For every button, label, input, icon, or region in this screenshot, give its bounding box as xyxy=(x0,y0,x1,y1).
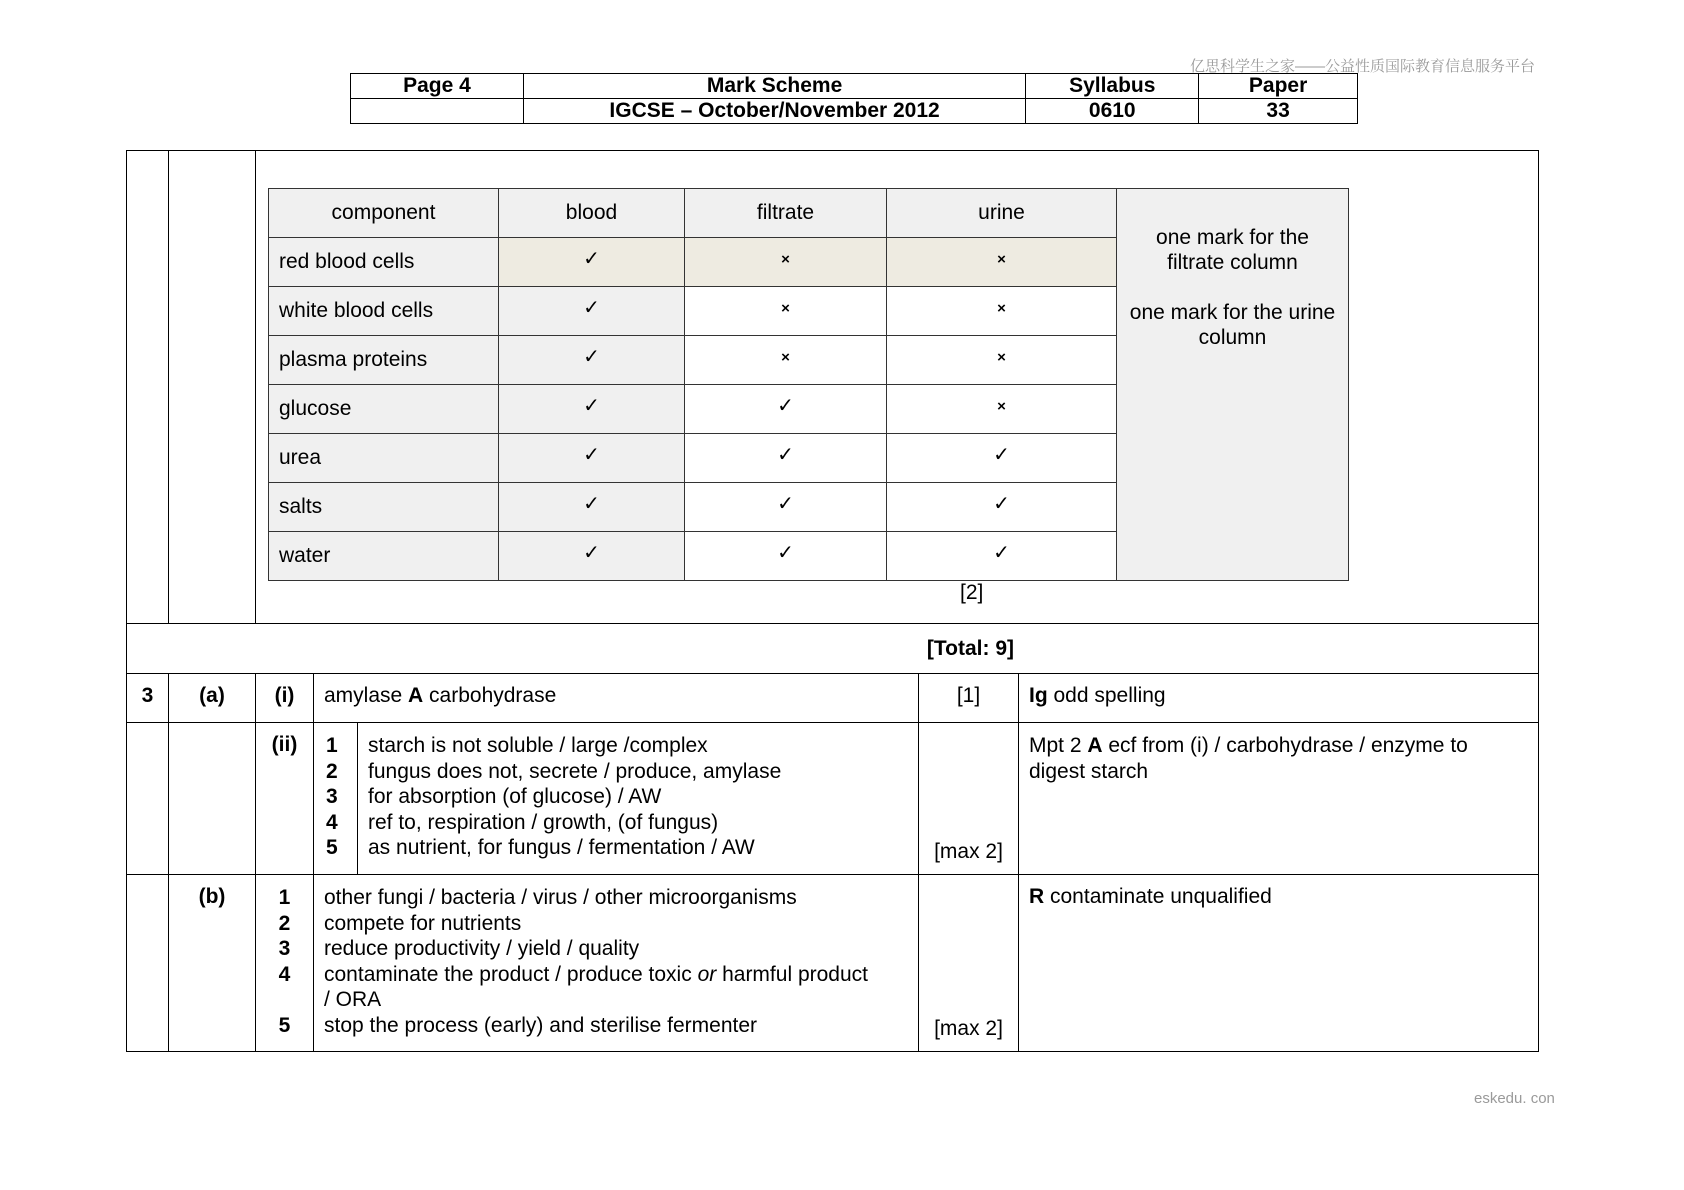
cross-icon: × xyxy=(997,397,1006,415)
cell-q-empty xyxy=(127,151,169,624)
question-number: 3 xyxy=(127,674,169,723)
cross-icon: × xyxy=(781,250,790,268)
tick-icon: ✓ xyxy=(583,492,600,515)
tick-icon: ✓ xyxy=(993,443,1010,466)
cross-icon: × xyxy=(781,299,790,317)
tick-icon: ✓ xyxy=(993,541,1010,564)
list-item: ref to, respiration / growth, (of fungus) xyxy=(368,810,719,834)
note-filtrate: one mark for the filtrate column xyxy=(1156,226,1309,274)
list-item: for absorption (of glucose) / AW xyxy=(368,785,662,808)
watermark-bottom: eskedu. con xyxy=(1474,1090,1555,1107)
mark-i: [1] xyxy=(919,674,1019,723)
cross-icon: × xyxy=(781,348,790,366)
ii-points xyxy=(358,723,919,875)
list-item: contaminate the product / produce toxic or harmful product xyxy=(324,962,868,986)
tick-icon: ✓ xyxy=(583,443,600,466)
list-item: reduce productivity / yield / quality xyxy=(324,937,640,960)
marking-notes xyxy=(1117,189,1349,581)
answer-i: amylase A carbohydrase xyxy=(314,674,919,723)
col-header-blood: blood xyxy=(499,189,685,238)
component-cell: plasma proteins xyxy=(269,336,499,385)
component-cell: water xyxy=(269,532,499,581)
b-points xyxy=(314,875,919,1052)
tick-icon: ✓ xyxy=(777,394,794,417)
header-empty xyxy=(351,99,524,124)
header-exam: IGCSE – October/November 2012 xyxy=(523,99,1025,124)
sub-part-i: (i) xyxy=(256,674,314,723)
list-item: starch is not soluble / large /complex xyxy=(368,734,708,757)
component-cell: salts xyxy=(269,483,499,532)
header-syllabus: 0610 xyxy=(1026,99,1199,124)
tick-icon: ✓ xyxy=(583,541,600,564)
tick-icon: ✓ xyxy=(583,247,600,270)
guidance-i: Ig odd spelling xyxy=(1019,674,1539,723)
list-item: fungus does not, secrete / produce, amylase xyxy=(368,759,782,783)
cross-icon: × xyxy=(997,250,1006,268)
header-table xyxy=(350,73,1358,124)
sub-part-ii: (ii) xyxy=(256,723,314,875)
kidney-table xyxy=(268,188,1349,581)
header-paper: 33 xyxy=(1199,99,1358,124)
mark-b: [max 2] xyxy=(919,875,1019,1052)
b-numbers: 1 2 3 4 5 xyxy=(256,875,314,1052)
cell-empty xyxy=(169,723,256,875)
tick-icon: ✓ xyxy=(777,541,794,564)
cell-empty xyxy=(127,875,169,1052)
part-b: (b) xyxy=(169,875,256,1052)
component-cell: glucose xyxy=(269,385,499,434)
kidney-mark: [2] xyxy=(960,581,984,604)
tick-icon: ✓ xyxy=(777,492,794,515)
header-paper-label: Paper xyxy=(1199,74,1358,99)
tick-icon: ✓ xyxy=(583,296,600,319)
total-cell xyxy=(127,624,1539,674)
tick-icon: ✓ xyxy=(583,394,600,417)
guidance-ii: Mpt 2 A ecf from (i) / carbohydrase / enzyme to digest starch xyxy=(1019,723,1539,875)
list-item: other fungi / bacteria / virus / other microorganisms xyxy=(324,886,797,909)
header-page: Page 4 xyxy=(351,74,524,99)
list-item: compete for nutrients xyxy=(324,911,522,935)
component-cell: red blood cells xyxy=(269,238,499,287)
tick-icon: ✓ xyxy=(993,492,1010,515)
list-item: stop the process (early) and sterilise fermenter xyxy=(324,1013,758,1037)
guidance-b: R contaminate unqualified xyxy=(1019,875,1539,1052)
cross-icon: × xyxy=(997,299,1006,317)
header-syllabus-label: Syllabus xyxy=(1026,74,1199,99)
total: [Total: 9] xyxy=(926,636,1015,660)
cross-icon: × xyxy=(997,348,1006,366)
ii-numbers: 1 2 3 4 5 xyxy=(314,723,358,875)
col-header-component: component xyxy=(269,189,499,238)
part-a: (a) xyxy=(169,674,256,723)
component-cell: white blood cells xyxy=(269,287,499,336)
list-item: as nutrient, for fungus / fermentation / AW xyxy=(368,836,755,859)
note-urine: one mark for the urine column xyxy=(1129,301,1336,349)
cell-part-empty xyxy=(169,151,256,624)
kidney-cell xyxy=(256,151,1539,624)
cell-empty xyxy=(127,723,169,875)
col-header-urine: urine xyxy=(887,189,1117,238)
component-cell: urea xyxy=(269,434,499,483)
header-mark-scheme: Mark Scheme xyxy=(523,74,1025,99)
tick-icon: ✓ xyxy=(777,443,794,466)
col-header-filtrate: filtrate xyxy=(685,189,887,238)
watermark-top: 亿思科学生之家——公益性质国际教育信息服务平台 xyxy=(1190,58,1536,75)
mark-scheme-table xyxy=(126,150,1539,1052)
mark-ii: [max 2] xyxy=(919,723,1019,875)
tick-icon: ✓ xyxy=(583,345,600,368)
list-item: / ORA xyxy=(324,988,382,1011)
